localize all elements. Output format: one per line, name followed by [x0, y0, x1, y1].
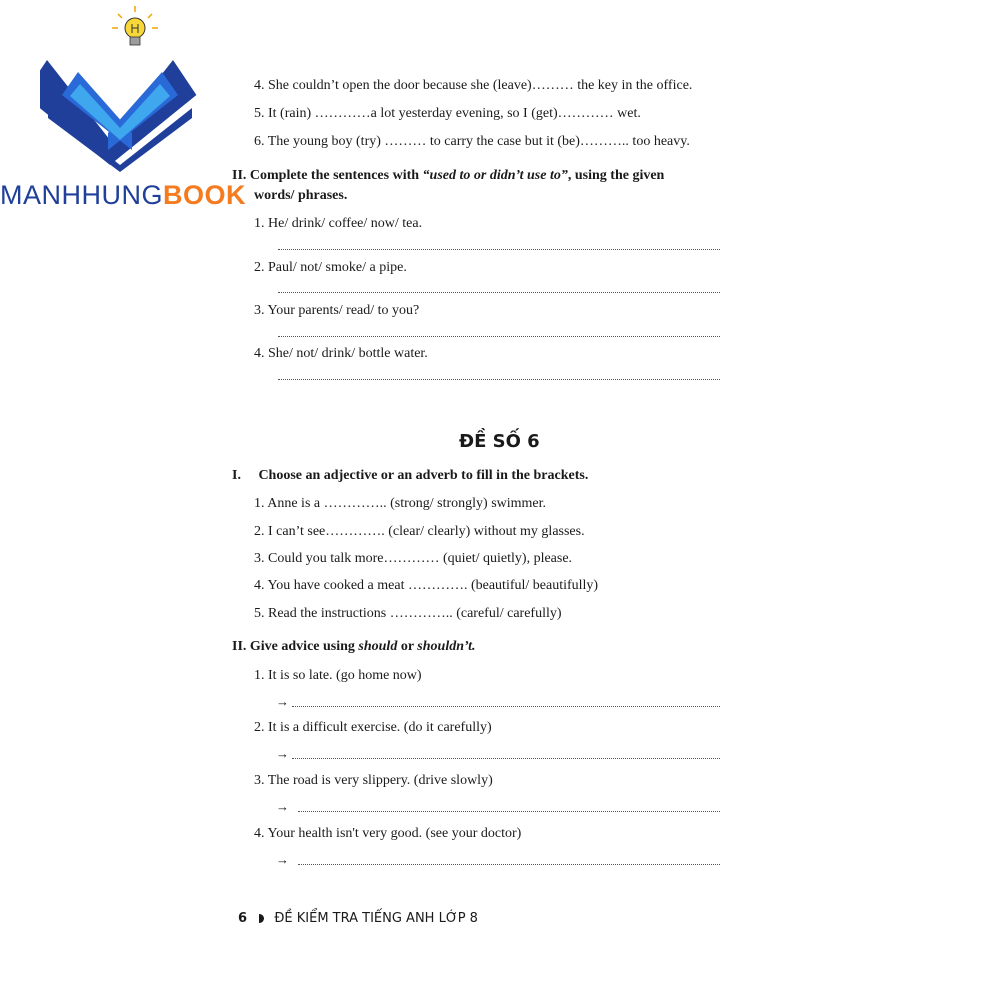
light-bulb-icon — [112, 6, 158, 45]
list-item: 4. She/ not/ drink/ bottle water. — [254, 346, 428, 361]
list-item: 6. The young boy (try) ……… to carry the case but it (be)……….. too heavy. — [254, 134, 690, 149]
arrow-icon: → — [276, 746, 289, 761]
arrow-icon: → — [276, 694, 289, 709]
section-heading-emphasis: “used to or didn’t use to” — [422, 168, 568, 183]
list-item: 1. Anne is a ………….. (strong/ strongly) swimmer. — [254, 496, 547, 511]
section-heading-text: II. Give advice using — [232, 639, 359, 654]
list-item: 2. Paul/ not/ smoke/ a pipe. — [254, 260, 407, 275]
list-item: 5. It (rain) …………a lot yesterday evening, so I (get)………… wet. — [254, 106, 641, 121]
list-item: 3. Your parents/ read/ to you? — [254, 303, 420, 318]
section-heading: I. Choose an adjective or an adverb to fill in the brackets. — [232, 468, 589, 483]
section-heading-text: II. Complete the sentences with — [232, 168, 423, 183]
exam-title: ĐỀ SỐ 6 — [459, 431, 540, 452]
arrow-icon: → — [276, 799, 289, 814]
list-item: 1. It is so late. (go home now) — [254, 668, 422, 683]
list-item: 3. Could you talk more………… (quiet/ quietly), please. — [254, 551, 573, 566]
list-item: 2. It is a difficult exercise. (do it carefully) — [254, 720, 492, 735]
brand-name — [0, 180, 246, 211]
answer-line — [278, 336, 720, 337]
brand-name-part1: MANHHUNG — [0, 180, 163, 210]
answer-line — [278, 292, 720, 293]
section-heading — [232, 168, 664, 184]
answer-line — [298, 864, 720, 865]
list-item: 4. Your health isn't very good. (see your doctor) — [254, 826, 522, 841]
section-heading-text: , using the given — [567, 168, 665, 183]
list-item: 5. Read the instructions ………….. (careful/ carefully) — [254, 606, 562, 621]
section-heading-emphasis: shouldn’t. — [417, 639, 476, 654]
answer-line — [292, 758, 720, 759]
list-item: 3. The road is very slippery. (drive slowly) — [254, 773, 493, 788]
answer-line — [278, 249, 720, 250]
section-heading-continued: words/ phrases. — [254, 188, 348, 203]
bullet-icon — [259, 914, 264, 923]
brand-logo — [0, 0, 280, 220]
page-number: 6 — [238, 911, 248, 926]
footer-title: ĐỀ KIỂM TRA TIẾNG ANH LỚP 8 — [274, 911, 478, 926]
section-heading-text: or — [397, 639, 418, 654]
answer-line — [292, 706, 720, 707]
section-heading-emphasis: should — [358, 639, 398, 654]
page-footer — [238, 911, 478, 926]
brand-name-part2: BOOK — [163, 180, 246, 210]
book-logo-icon — [40, 0, 200, 175]
answer-line — [278, 379, 720, 380]
answer-line — [298, 811, 720, 812]
list-item: 1. He/ drink/ coffee/ now/ tea. — [254, 216, 423, 231]
list-item: 4. She couldn’t open the door because she (leave)……… the key in the office. — [254, 78, 693, 93]
list-item: 2. I can’t see…………. (clear/ clearly) without my glasses. — [254, 524, 585, 539]
section-heading — [232, 639, 476, 655]
list-item: 4. You have cooked a meat …………. (beautiful/ beautifully) — [254, 578, 599, 593]
arrow-icon: → — [276, 852, 289, 867]
